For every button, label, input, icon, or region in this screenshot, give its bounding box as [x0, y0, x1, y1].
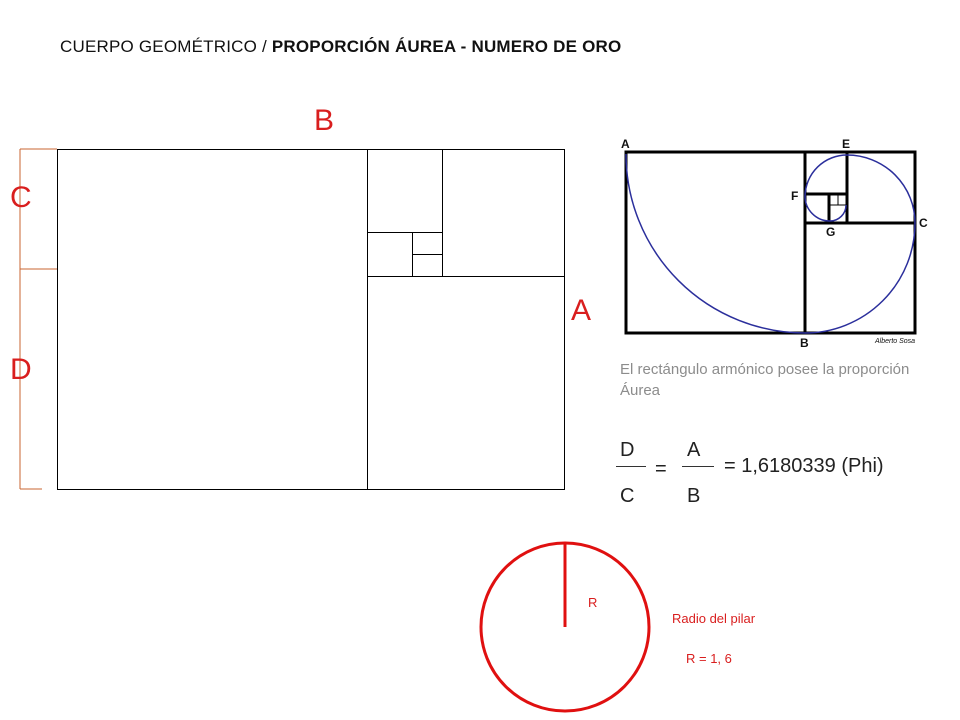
pillar-value: R = 1, 6 — [686, 651, 732, 666]
spiral-label-b: B — [800, 336, 809, 350]
spiral-label-a: A — [621, 137, 630, 151]
radius-label: R — [588, 595, 598, 610]
spiral-label-g: G — [826, 225, 836, 239]
formula-num2: A — [687, 439, 701, 461]
label-d: D — [10, 353, 32, 386]
label-b: B — [314, 104, 335, 137]
formula-num1: D — [620, 439, 635, 461]
spiral-label-f: F — [791, 189, 799, 203]
caption-text: El rectángulo armónico posee la proporción Áurea — [620, 361, 910, 399]
formula-equals: = — [655, 458, 667, 480]
spiral-label-e: E — [842, 137, 851, 151]
formula-den2: B — [687, 485, 701, 507]
formula-result: = 1,6180339 (Phi) — [724, 455, 884, 477]
author-credit: Alberto Sosa — [875, 338, 916, 345]
formula-den1: C — [620, 485, 635, 507]
label-a: A — [571, 294, 592, 327]
title-prefix: CUERPO GEOMÉTRICO — [60, 37, 258, 56]
pillar-title: Radio del pilar — [672, 611, 756, 626]
label-c: C — [10, 181, 32, 214]
title-bold: PROPORCIÓN ÁUREA - NUMERO DE ORO — [271, 37, 622, 56]
title-separator: / — [261, 37, 267, 56]
spiral-label-c: C — [919, 216, 928, 230]
